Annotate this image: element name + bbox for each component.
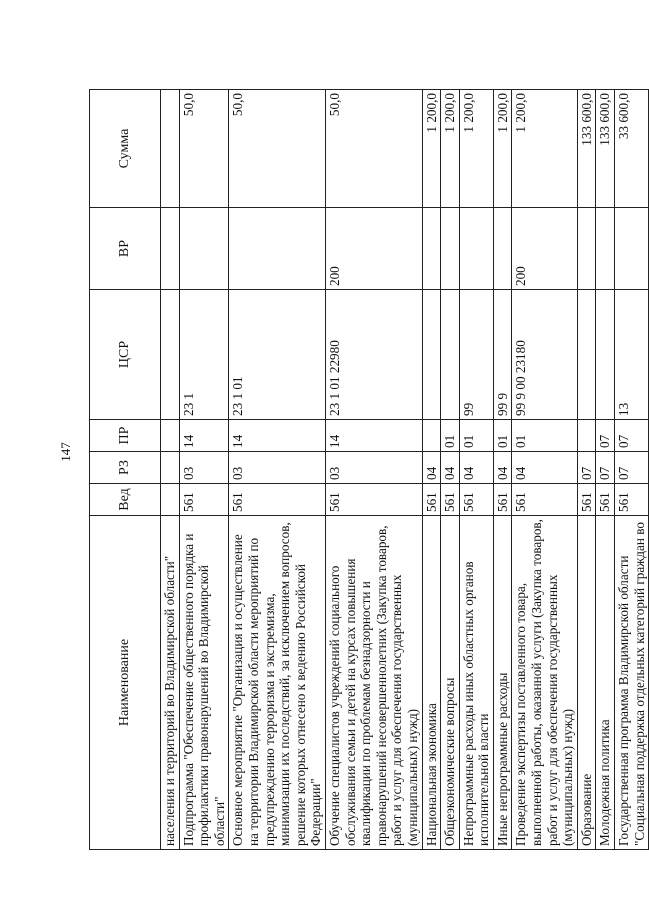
budget-table [89, 89, 649, 850]
cell-ved: 561 [229, 484, 326, 516]
cell-vr [459, 208, 493, 290]
cell-vr [422, 208, 441, 290]
cell-pr: 01 [441, 420, 460, 452]
table-row [229, 90, 326, 850]
header-sum: Сумма [90, 90, 161, 208]
rotated-page-content [89, 90, 647, 850]
cell-ved: 561 [512, 484, 577, 516]
cell-name: Образование [577, 516, 596, 850]
cell-sum: 1 200,0 [512, 90, 577, 208]
cell-sum [161, 90, 180, 208]
cell-ved: 561 [577, 484, 596, 516]
cell-pr: 14 [179, 420, 229, 452]
cell-rz: 04 [422, 452, 441, 484]
cell-name: Иные непрограммные расходы [493, 516, 512, 850]
cell-csr: 99 9 [493, 290, 512, 420]
cell-ved [161, 484, 180, 516]
cell-sum: 50,0 [325, 90, 422, 208]
table-row [596, 90, 615, 850]
cell-csr: 99 9 00 23180 [512, 290, 577, 420]
cell-vr [441, 208, 460, 290]
cell-rz: 03 [179, 452, 229, 484]
cell-ved: 561 [459, 484, 493, 516]
cell-csr [577, 290, 596, 420]
cell-name: Основное мероприятие "Организация и осуществление на территории Владимирской области мероприятий по предупреждению терроризма и экстремизма, минимизации их последствий, за исключением вопросов, решение которых отнесено к ведению Российской Федерации" [229, 516, 326, 850]
cell-sum: 50,0 [179, 90, 229, 208]
cell-ved: 561 [615, 484, 649, 516]
cell-pr: 07 [596, 420, 615, 452]
table-row [161, 90, 180, 850]
cell-vr [615, 208, 649, 290]
cell-name: Проведение экспертизы поставленного товара, выполненной работы, оказанной услуги (Закупка товаров, работ и услуг для обеспечения государственных (муниципальных) нужд) [512, 516, 577, 850]
cell-rz: 04 [441, 452, 460, 484]
cell-csr [441, 290, 460, 420]
cell-ved: 561 [596, 484, 615, 516]
cell-pr: 14 [325, 420, 422, 452]
cell-csr: 23 1 01 22980 [325, 290, 422, 420]
cell-pr: 01 [493, 420, 512, 452]
cell-pr: 07 [615, 420, 649, 452]
cell-ved: 561 [441, 484, 460, 516]
cell-csr: 99 [459, 290, 493, 420]
header-vr: ВР [90, 208, 161, 290]
page-number: 147 [58, 442, 73, 462]
cell-vr: 200 [512, 208, 577, 290]
cell-rz: 07 [596, 452, 615, 484]
cell-name: Государственная программа Владимирской области "Социальная поддержка отдельных категорий граждан во [615, 516, 649, 850]
table-row [422, 90, 441, 850]
cell-pr: 01 [459, 420, 493, 452]
cell-vr [229, 208, 326, 290]
cell-rz: 07 [577, 452, 596, 484]
header-row [90, 90, 161, 850]
cell-csr: 13 [615, 290, 649, 420]
cell-sum: 133 600,0 [577, 90, 596, 208]
cell-csr: 23 1 01 [229, 290, 326, 420]
cell-rz: 04 [512, 452, 577, 484]
cell-pr [422, 420, 441, 452]
cell-sum: 33 600,0 [615, 90, 649, 208]
header-name: Наименование [90, 516, 161, 850]
cell-sum: 1 200,0 [422, 90, 441, 208]
cell-rz: 04 [459, 452, 493, 484]
cell-rz: 07 [615, 452, 649, 484]
cell-ved: 561 [179, 484, 229, 516]
header-ved: Вед [90, 484, 161, 516]
table-row [493, 90, 512, 850]
header-rz: РЗ [90, 452, 161, 484]
table-row [325, 90, 422, 850]
cell-vr [577, 208, 596, 290]
cell-csr [422, 290, 441, 420]
cell-ved: 561 [422, 484, 441, 516]
table-row [179, 90, 229, 850]
cell-csr: 23 1 [179, 290, 229, 420]
cell-sum: 50,0 [229, 90, 326, 208]
cell-ved: 561 [493, 484, 512, 516]
table-row [459, 90, 493, 850]
header-pr: ПР [90, 420, 161, 452]
cell-pr [161, 420, 180, 452]
table-body [161, 90, 649, 850]
cell-vr [596, 208, 615, 290]
table-row [577, 90, 596, 850]
cell-vr [493, 208, 512, 290]
cell-csr [161, 290, 180, 420]
table-row [512, 90, 577, 850]
cell-rz: 03 [325, 452, 422, 484]
cell-rz [161, 452, 180, 484]
table-row [615, 90, 649, 850]
cell-vr: 200 [325, 208, 422, 290]
header-csr: ЦСР [90, 290, 161, 420]
table-row [441, 90, 460, 850]
cell-sum: 1 200,0 [459, 90, 493, 208]
cell-sum: 133 600,0 [596, 90, 615, 208]
cell-csr [596, 290, 615, 420]
cell-name: Подпрограмма "Обеспечение общественного порядка и профилактики правонарушений во Владимирской области" [179, 516, 229, 850]
cell-name: Непрограммные расходы иных областных органов исполнительной власти [459, 516, 493, 850]
cell-name: Национальная экономика [422, 516, 441, 850]
cell-pr: 14 [229, 420, 326, 452]
cell-sum: 1 200,0 [441, 90, 460, 208]
cell-name: Общеэкономические вопросы [441, 516, 460, 850]
cell-vr [179, 208, 229, 290]
cell-ved: 561 [325, 484, 422, 516]
cell-name: населения и территорий во Владимирской области" [161, 516, 180, 850]
cell-name: Молодежная политика [596, 516, 615, 850]
cell-pr: 01 [512, 420, 577, 452]
cell-rz: 03 [229, 452, 326, 484]
cell-sum: 1 200,0 [493, 90, 512, 208]
cell-rz: 04 [493, 452, 512, 484]
cell-name: Обучение специалистов учреждений социального обслуживания семьи и детей на курсах повышения квалификации по проблемам безнадзорности и правонарушений несовершеннолетних (Закупка товаров, работ и услуг для обеспечения государственных (муниципальных) нужд) [325, 516, 422, 850]
cell-pr [577, 420, 596, 452]
cell-vr [161, 208, 180, 290]
